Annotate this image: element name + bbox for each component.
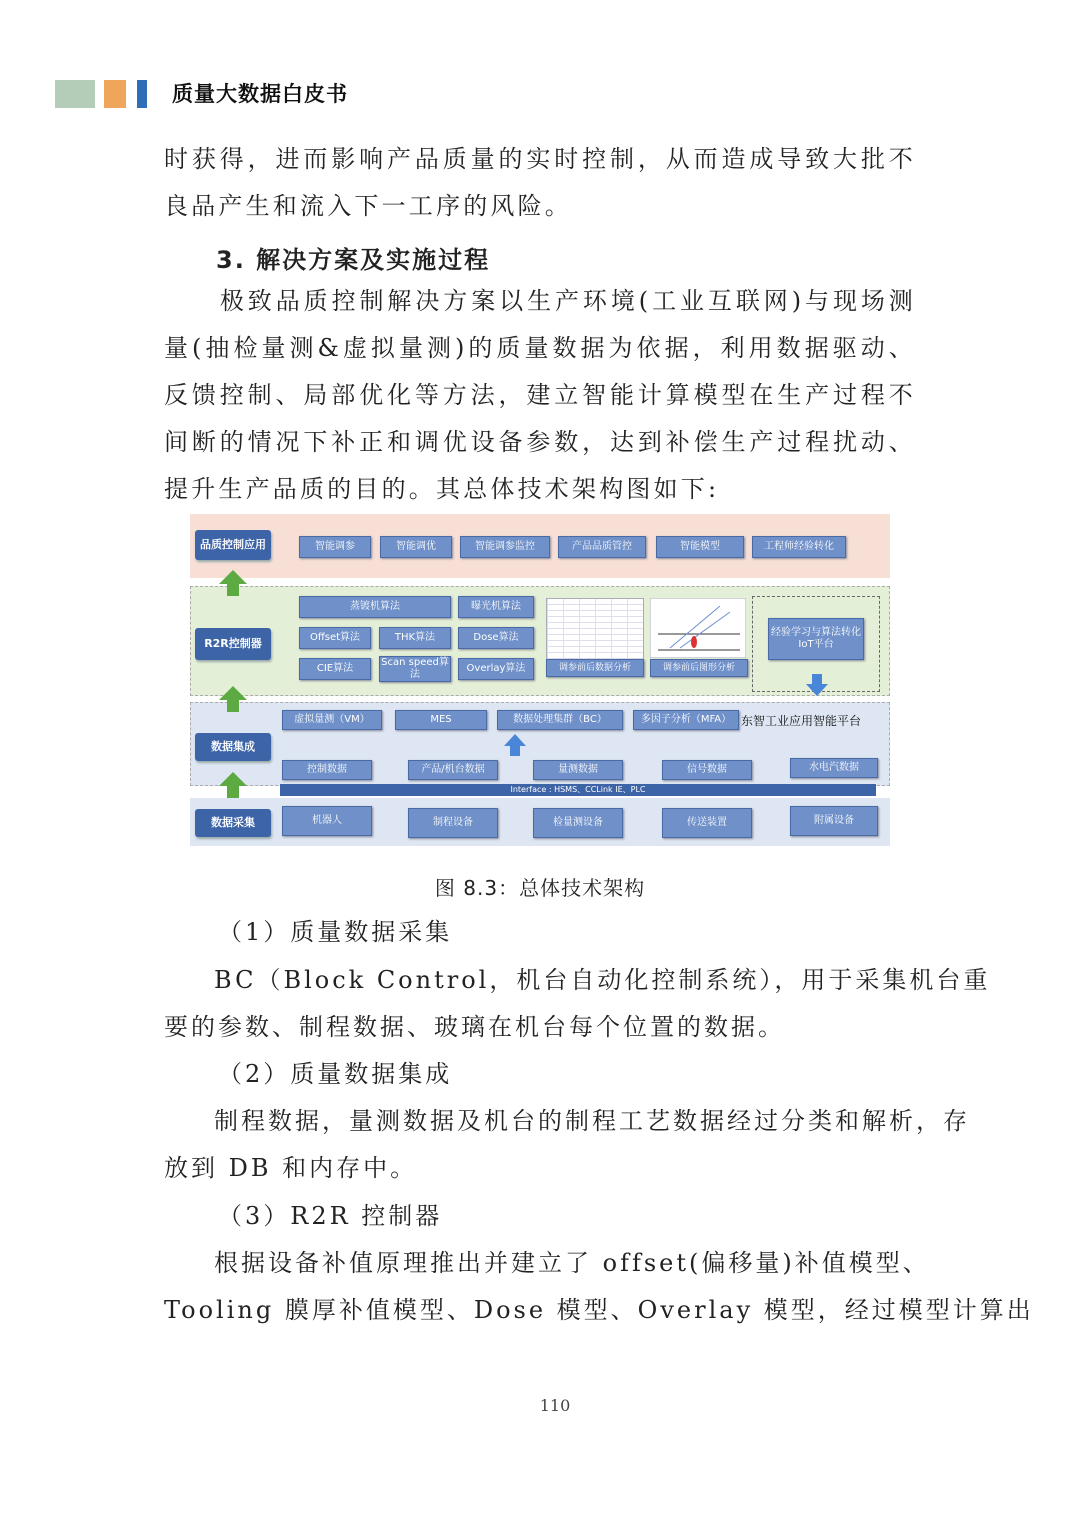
page-number: 110 — [539, 1396, 571, 1415]
paragraph-1: 时获得，进而影响产品质量的实时控制，从而造成导致大批不良品产生和流入下一工序的风险。 — [164, 145, 916, 220]
section-3-title: （3）R2R 控制器 — [218, 1202, 443, 1230]
app-box: 产品品质管控 — [558, 536, 646, 558]
r2r-box: 经验学习与算法转化 IoT平台 — [768, 618, 864, 660]
layer-label-app: 品质控制应用 — [195, 530, 271, 560]
integration-box: 多因子分析（MFA） — [633, 710, 739, 730]
r2r-box: 蒸镀机算法 — [299, 596, 451, 618]
paragraph-2: 极致品质控制解决方案以生产环境(工业互联网)与现场测量(抽检量测&虚拟量测)的质量数据为依据，利用数据驱动、反馈控制、局部优化等方法，建立智能计算模型在生产过程不间断的情况下补正和调优设备参数，达到补偿生产过程扰动、提升生产品质的目的。其总体技术架构图如下: — [164, 287, 916, 503]
collection-box: 制程设备 — [408, 808, 498, 838]
section-1-title: （1）质量数据采集 — [218, 918, 453, 946]
up-arrow-stem — [227, 786, 239, 798]
interface-bar: Interface : HSMS、CCLink IE、PLC — [280, 784, 876, 796]
r2r-box: 调参前后数据分析 — [546, 659, 644, 677]
data-table-thumbnail — [546, 598, 644, 660]
graph-thumbnail — [650, 598, 746, 658]
r2r-box: CIE算法 — [299, 658, 371, 680]
header-block-orange — [104, 80, 126, 108]
integration-box: 信号数据 — [662, 760, 752, 780]
header-block-green — [55, 80, 95, 108]
down-arrow-icon — [806, 674, 828, 698]
integration-box: 产品/机台数据 — [408, 760, 498, 780]
section-2-text-2: 放到 DB 和内存中。 — [164, 1154, 418, 1182]
integration-box: 虚拟量测（VM） — [282, 710, 382, 730]
up-arrow-stem — [227, 584, 239, 596]
app-box: 智能调参监控 — [460, 536, 550, 558]
up-arrow-icon — [219, 772, 247, 786]
section-1-text-1: BC（Block Control，机台自动化控制系统），用于采集机台重 — [214, 966, 991, 994]
r2r-box: THK算法 — [379, 627, 451, 649]
r2r-box: 调参前后图形分析 — [650, 659, 748, 677]
integration-box: 量测数据 — [533, 760, 623, 780]
integration-box: MES — [395, 710, 487, 730]
section-heading: 3. 解决方案及实施过程 — [216, 246, 491, 274]
app-box: 智能模型 — [656, 536, 744, 558]
section-2-title: （2）质量数据集成 — [218, 1060, 453, 1088]
app-box: 工程师经验转化 — [752, 536, 846, 558]
section-3-text-2: Tooling 膜厚补值模型、Dose 模型、Overlay 模型，经过模型计算出 — [164, 1296, 1034, 1324]
section-1-text-2: 要的参数、制程数据、玻璃在机台每个位置的数据。 — [164, 1013, 785, 1041]
header-title: 质量大数据白皮书 — [172, 82, 348, 106]
collection-box: 传送装置 — [662, 808, 752, 838]
layer-label-r2r: R2R控制器 — [195, 628, 271, 660]
up-arrow-icon — [219, 686, 247, 700]
section-3-text-1: 根据设备补值原理推出并建立了 offset(偏移量)补值模型、 — [214, 1249, 930, 1277]
r2r-box: Offset算法 — [299, 627, 371, 649]
up-arrow-icon — [219, 570, 247, 584]
collection-box: 附属设备 — [790, 806, 878, 836]
up-arrow-stem — [227, 700, 239, 712]
r2r-box: 曝光机算法 — [458, 596, 534, 618]
figure-caption: 图 8.3：总体技术架构 — [434, 876, 646, 900]
platform-label: 东智工业应用智能平台 — [741, 714, 862, 728]
architecture-diagram — [190, 514, 890, 846]
r2r-box: Scan speed算法 — [379, 656, 451, 682]
app-box: 智能调参 — [299, 536, 371, 558]
integration-box: 水电汽数据 — [790, 758, 878, 778]
r2r-box: Overlay算法 — [458, 658, 534, 680]
header-block-blue — [137, 80, 147, 108]
section-2-text-1: 制程数据，量测数据及机台的制程工艺数据经过分类和解析，存 — [214, 1107, 970, 1135]
layer-label-collection: 数据采集 — [195, 809, 271, 837]
layer-label-integration: 数据集成 — [195, 733, 271, 761]
r2r-box: Dose算法 — [458, 627, 534, 649]
collection-box: 机器人 — [282, 806, 372, 836]
integration-box: 数据处理集群（BC） — [497, 710, 623, 730]
app-box: 智能调优 — [380, 536, 452, 558]
up-arrow-icon — [504, 734, 526, 758]
integration-box: 控制数据 — [282, 760, 372, 780]
collection-box: 检量测设备 — [533, 808, 623, 838]
